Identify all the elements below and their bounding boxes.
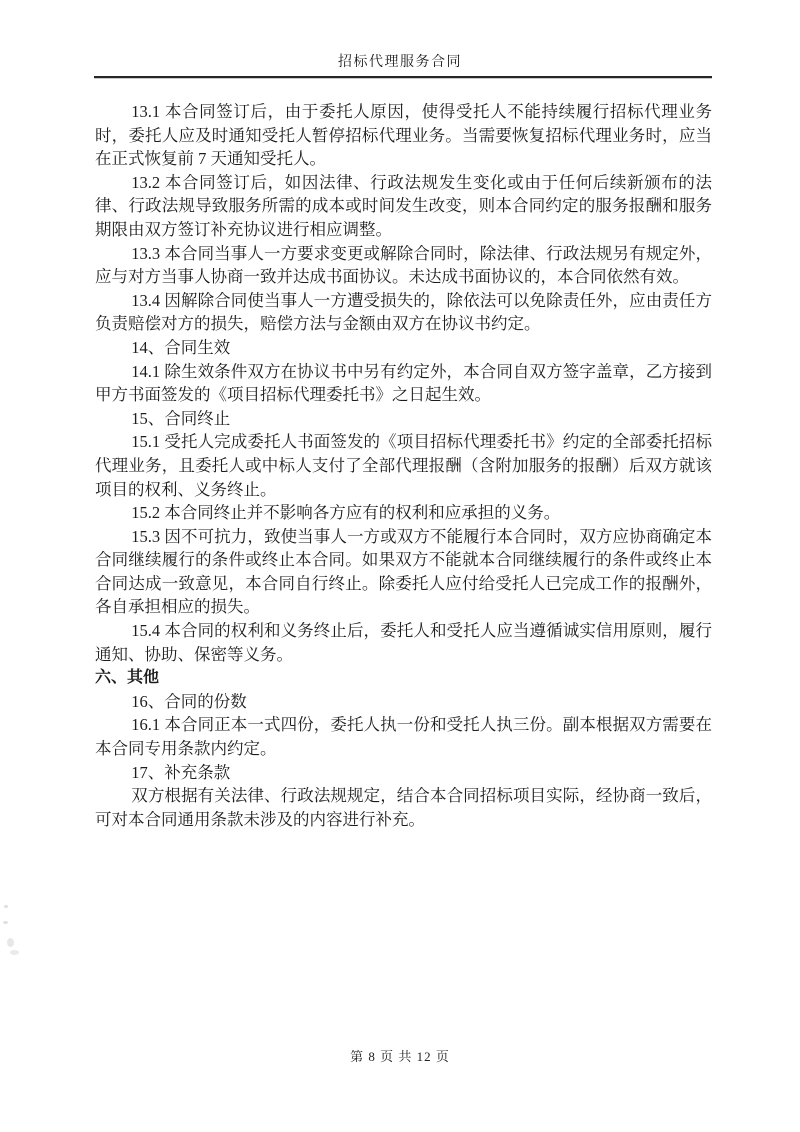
scan-noise-mark — [4, 905, 8, 908]
clause-17-text: 双方根据有关法律、行政法规规定，结合本合同招标项目实际，经协商一致后，可对本合同通用条款未涉及的内容进行补充。 — [95, 786, 712, 829]
header-divider — [94, 76, 712, 78]
clause-15-2: 15.2 本合同终止并不影响各方应有的权利和应承担的义务。 — [131, 503, 561, 523]
clause-13-3: 13.3 本合同当事人一方要求变更或解除合同时，除法律、行政法规另有规定外，应与对方当事人协商一致并达成书面协议。未达成书面协议的，本合同依然有效。 — [95, 243, 712, 287]
page-number: 第 8 页 共 12 页 — [350, 1049, 450, 1064]
scan-noise-mark — [3, 921, 8, 924]
clause-13-2: 13.2 本合同签订后，如因法律、行政法规发生变化或由于任何后续新颁布的法律、行政法规导致服务所需的成本或时间发生改变，则本合同约定的服务报酬和服务期限由双方签订补充协议进行相应调整。 — [95, 172, 712, 239]
heading-15: 15、合同终止 — [131, 408, 231, 428]
clause-15-4: 15.4 本合同的权利和义务终止后，委托人和受托人应当遵循诚实信用原则，履行通知、协助、保密等义务。 — [95, 621, 712, 664]
clause-16-1: 16.1 本合同正本一式四份，委托人执一份和受托人执三份。副本根据双方需要在本合同专用条款内约定。 — [95, 715, 712, 759]
document-body — [95, 100, 712, 831]
clause-13-1: 13.1 本合同签订后，由于委托人原因，使得受托人不能持续履行招标代理业务时，委托人应及时通知受托人暂停招标代理业务。当需要恢复招标代理业务时，应当在正式恢复前 7 天通知受托人。 — [95, 102, 712, 169]
heading-6-others: 六、其他 — [95, 669, 160, 687]
page-header-title: 招标代理服务合同 — [338, 55, 462, 70]
heading-16: 16、合同的份数 — [131, 691, 247, 711]
clause-15-1: 15.1 受托人完成委托人书面签发的《项目招标代理委托书》约定的全部委托招标代理业务，且委托人或中标人支付了全部代理报酬（含附加服务的报酬）后双方就该项目的权利、义务终止。 — [95, 432, 712, 499]
scan-noise-mark — [10, 950, 19, 955]
clause-14-1: 14.1 除生效条件双方在协议书中另有约定外，本合同自双方签字盖章，乙方接到甲方书面签发的《项目招标代理委托书》之日起生效。 — [95, 361, 712, 405]
clause-13-4: 13.4 因解除合同使当事人一方遭受损失的，除依法可以免除责任外，应由责任方负责赔偿对方的损失，赔偿方法与金额由双方在协议书约定。 — [95, 290, 712, 334]
scan-noise-mark — [7, 938, 14, 947]
clause-15-3: 15.3 因不可抗力，致使当事人一方或双方不能履行本合同时，双方应协商确定本合同继续履行的条件或终止本合同。如果双方不能就本合同继续履行的条件或终止本合同达成一致意见，本合同自行终止。除委托人应付给受托人已完成工作的报酬外，各自承担相应的损失。 — [95, 526, 712, 617]
heading-14: 14、合同生效 — [131, 337, 231, 357]
heading-17: 17、补充条款 — [131, 762, 231, 782]
